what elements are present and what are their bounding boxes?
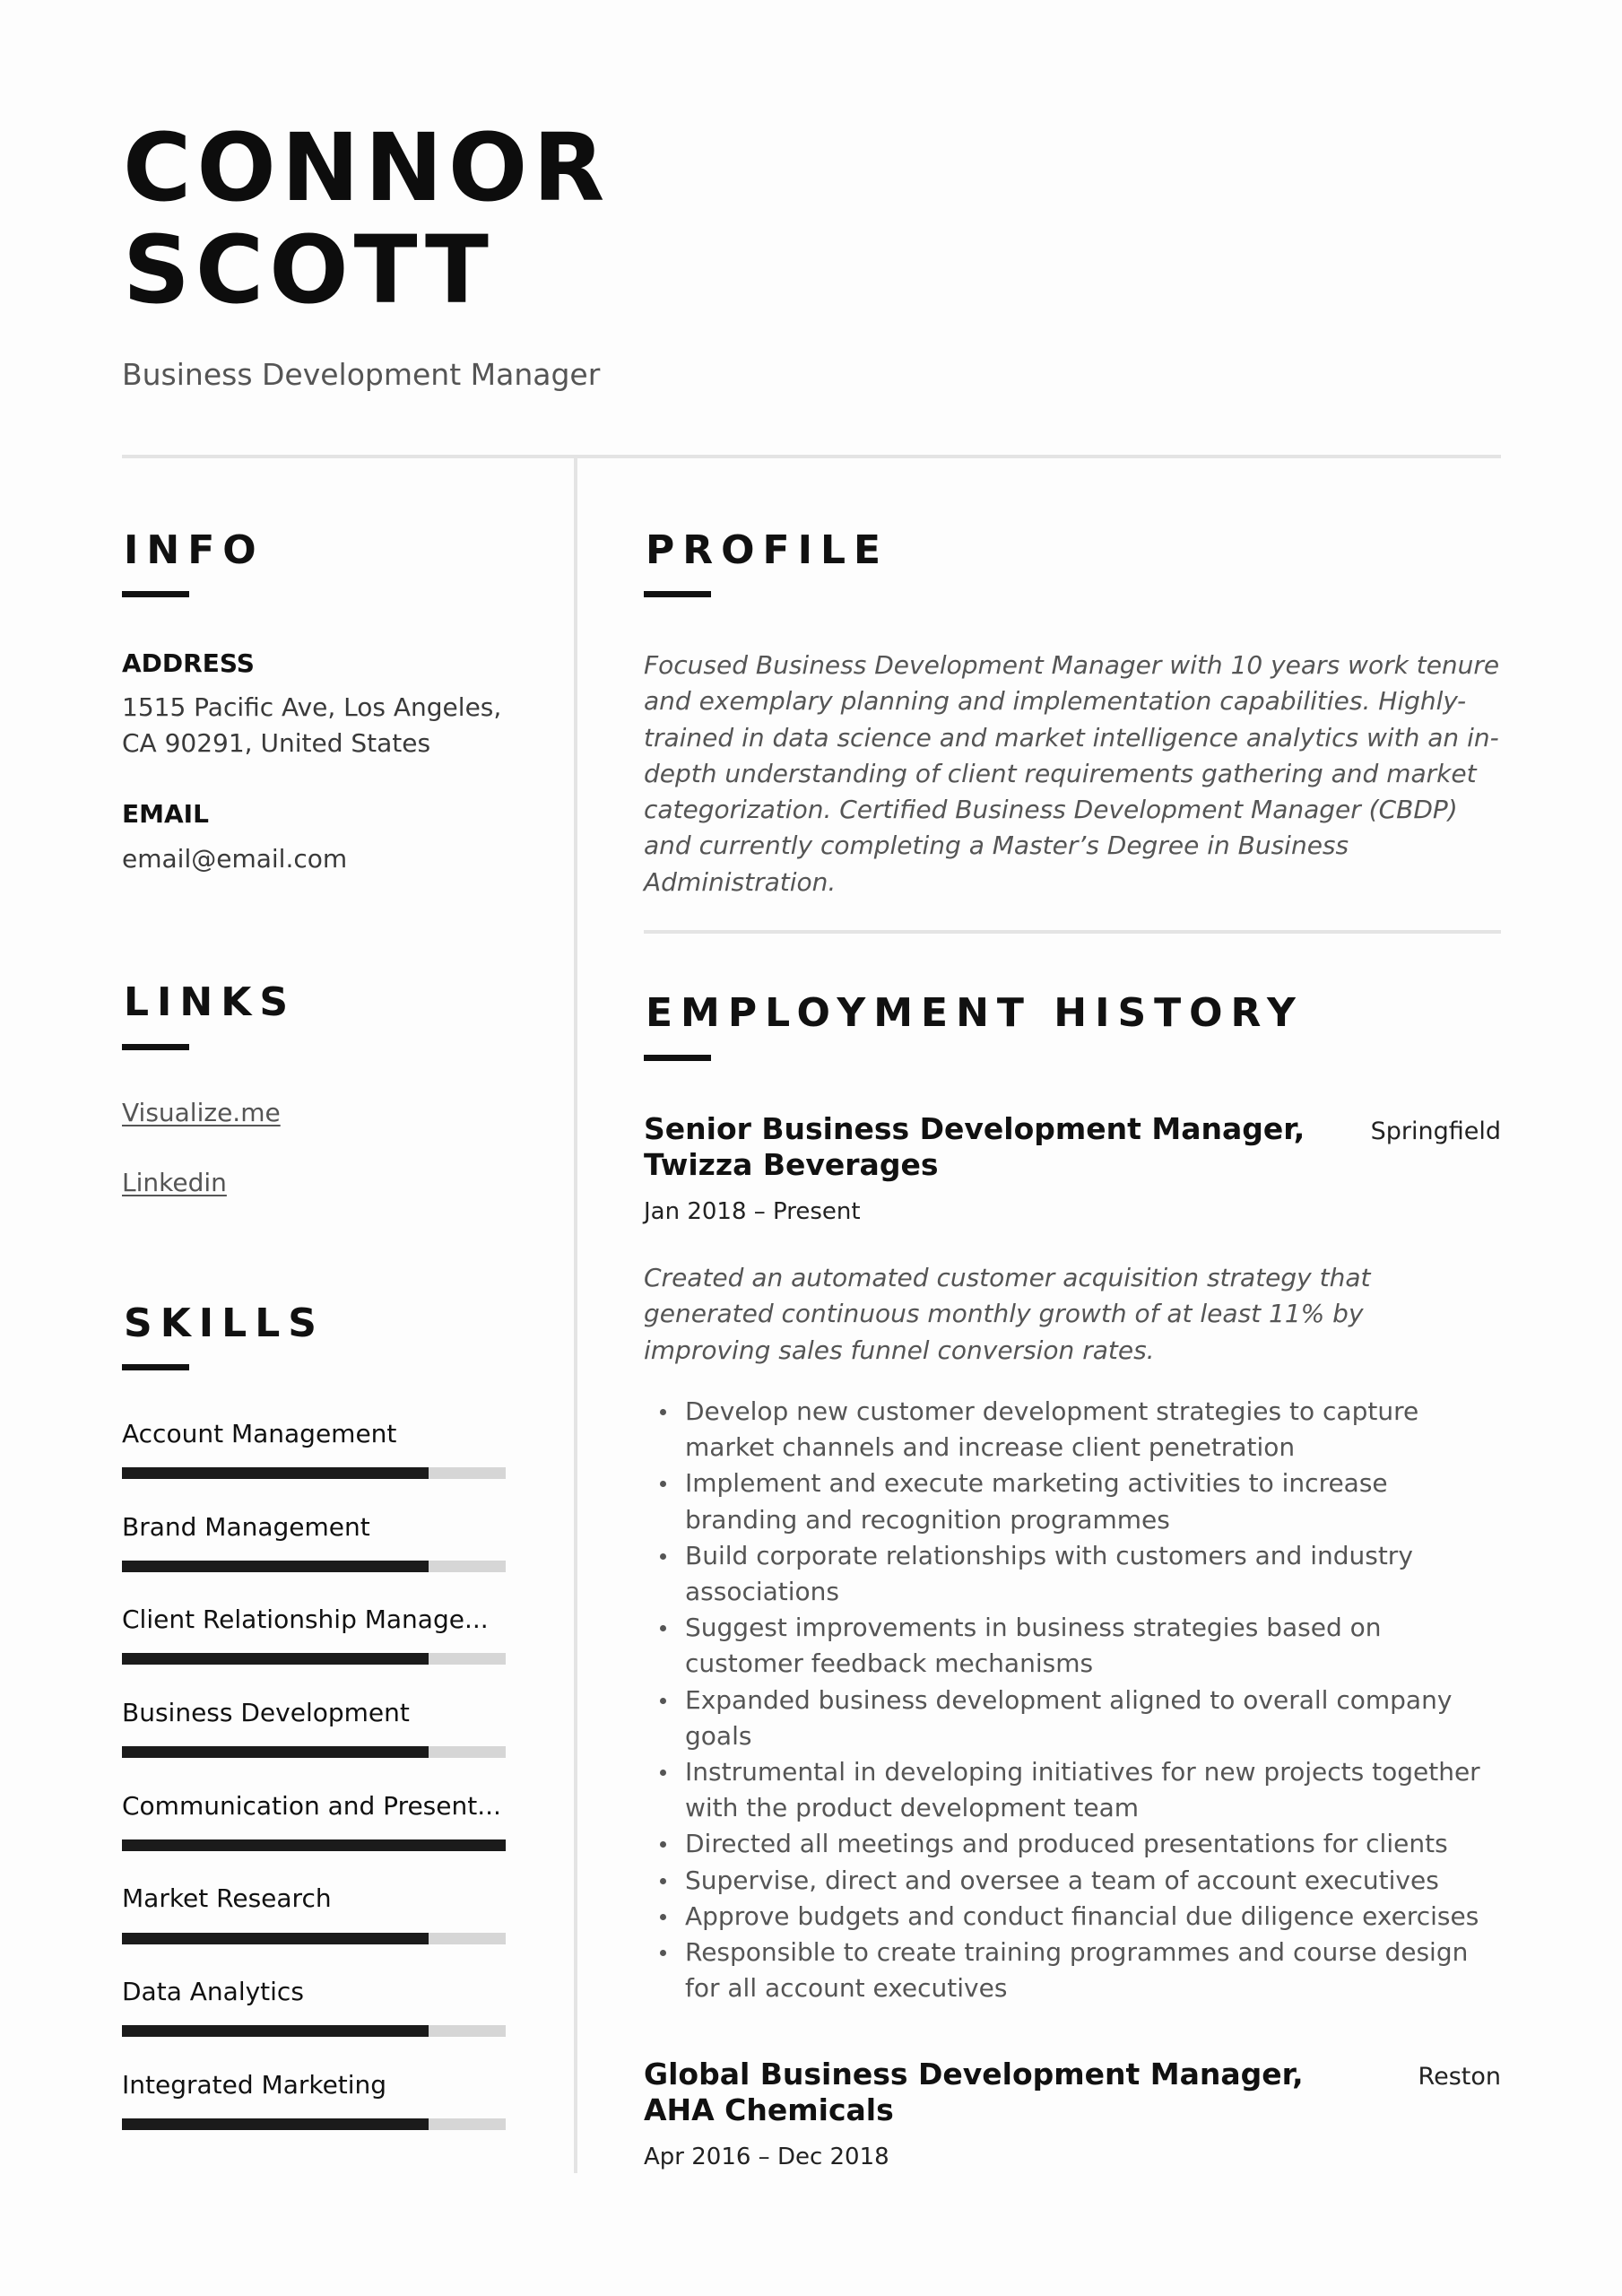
job-role: Global Business Development Manager, bbox=[644, 2057, 1304, 2092]
skill-level-fill bbox=[122, 2118, 429, 2130]
list-item: Approve budgets and conduct financial due diligence exercises bbox=[644, 1899, 1505, 1935]
link-linkedin[interactable]: Linkedin bbox=[122, 1168, 227, 1197]
skill-name: Account Management bbox=[122, 1419, 397, 1448]
address-value bbox=[122, 690, 501, 761]
list-item: Implement and execute marketing activities to increase branding and recognition programmes bbox=[644, 1465, 1505, 1537]
job-dates: Jan 2018 – Present bbox=[644, 1198, 861, 1225]
header-divider bbox=[122, 455, 1501, 458]
address-line-1: 1515 Pacific Ave, Los Angeles, bbox=[122, 692, 502, 722]
job-location: Reston bbox=[1418, 2063, 1501, 2091]
job-title-company bbox=[644, 1111, 1307, 1183]
job-summary: Created an automated customer acquisition strategy that generated continuous monthly growth of at least 11% by improving sales funnel conversion rates. bbox=[644, 1263, 1371, 1365]
list-item: Supervise, direct and oversee a team of account executives bbox=[644, 1863, 1505, 1899]
last-name: SCOTT bbox=[123, 215, 494, 325]
skill-name: Communication and Present... bbox=[122, 1791, 501, 1821]
job-title-company bbox=[644, 2057, 1307, 2128]
job-title: Business Development Manager bbox=[122, 357, 601, 392]
address-label: ADDRESS bbox=[122, 648, 255, 678]
links-title-underline bbox=[122, 1044, 189, 1050]
skill-level-bar bbox=[122, 1467, 506, 1479]
list-item: Expanded business development aligned to overall company goals bbox=[644, 1683, 1505, 1754]
skills-title-underline bbox=[122, 1364, 189, 1370]
list-item: Develop new customer development strategies to capture market channels and increase client penetration bbox=[644, 1394, 1505, 1465]
skill-name: Business Development bbox=[122, 1698, 410, 1727]
skill-name: Integrated Marketing bbox=[122, 2070, 387, 2100]
skill-level-fill bbox=[122, 1561, 429, 1572]
list-item: Build corporate relationships with customers and industry associations bbox=[644, 1538, 1505, 1610]
info-title-underline bbox=[122, 591, 189, 597]
email-value[interactable]: email@email.com bbox=[122, 844, 348, 874]
job-dates: Apr 2016 – Dec 2018 bbox=[644, 2144, 889, 2170]
list-item: Suggest improvements in business strategies based on customer feedback mechanisms bbox=[644, 1610, 1505, 1682]
skill-level-bar bbox=[122, 1839, 506, 1851]
profile-section-title: PROFILE bbox=[646, 527, 889, 573]
profile-divider bbox=[644, 930, 1501, 934]
skill-level-bar bbox=[122, 1933, 506, 1944]
skill-name: Data Analytics bbox=[122, 1977, 304, 2006]
list-item: Responsible to create training programmes and course design for all account executives bbox=[644, 1935, 1505, 2006]
job-company: Twizza Beverages bbox=[644, 1147, 939, 1182]
skill-level-bar bbox=[122, 1561, 506, 1572]
candidate-name bbox=[123, 113, 611, 325]
skill-level-bar bbox=[122, 2118, 506, 2130]
list-item: Directed all meetings and produced presentations for clients bbox=[644, 1826, 1505, 1862]
profile-summary: Focused Business Development Manager with 10 years work tenure and exemplary planning and implementation capabilities. Highly-trained in data science and market intelligence analytics with an in-depth understanding of client requirements gathering and market categorization. Certified Business Development Manager (CBDP) and currently completing a Master’s Degree in Business Administration. bbox=[644, 650, 1500, 897]
employment-title-underline bbox=[644, 1055, 711, 1061]
job-location: Springfield bbox=[1370, 1118, 1501, 1145]
column-divider bbox=[574, 458, 577, 2173]
skill-level-fill bbox=[122, 1933, 429, 1944]
skill-name: Client Relationship Manage... bbox=[122, 1605, 489, 1634]
skill-level-fill bbox=[122, 2025, 429, 2037]
profile-title-underline bbox=[644, 591, 711, 597]
first-name: CONNOR bbox=[123, 113, 611, 222]
skill-level-fill bbox=[122, 1467, 429, 1479]
skill-name: Brand Management bbox=[122, 1512, 370, 1542]
info-section-title: INFO bbox=[124, 527, 265, 573]
skill-level-bar bbox=[122, 1653, 506, 1665]
skill-level-bar bbox=[122, 2025, 506, 2037]
skill-level-fill bbox=[122, 1653, 429, 1665]
skill-level-bar bbox=[122, 1746, 506, 1758]
job-bullets bbox=[644, 1394, 1505, 2006]
link-visualize-me[interactable]: Visualize.me bbox=[122, 1098, 281, 1127]
job-role: Senior Business Development Manager, bbox=[644, 1111, 1305, 1146]
address-line-2: CA 90291, United States bbox=[122, 728, 431, 758]
list-item: Instrumental in developing initiatives for new projects together with the product development team bbox=[644, 1754, 1505, 1826]
employment-section-title: EMPLOYMENT HISTORY bbox=[646, 990, 1304, 1036]
email-label: EMAIL bbox=[122, 799, 209, 829]
skill-name: Market Research bbox=[122, 1883, 332, 1913]
skill-level-fill bbox=[122, 1746, 429, 1758]
skills-section-title: SKILLS bbox=[124, 1300, 325, 1346]
skill-level-fill bbox=[122, 1839, 506, 1851]
job-company: AHA Chemicals bbox=[644, 2092, 894, 2127]
links-section-title: LINKS bbox=[124, 979, 297, 1025]
